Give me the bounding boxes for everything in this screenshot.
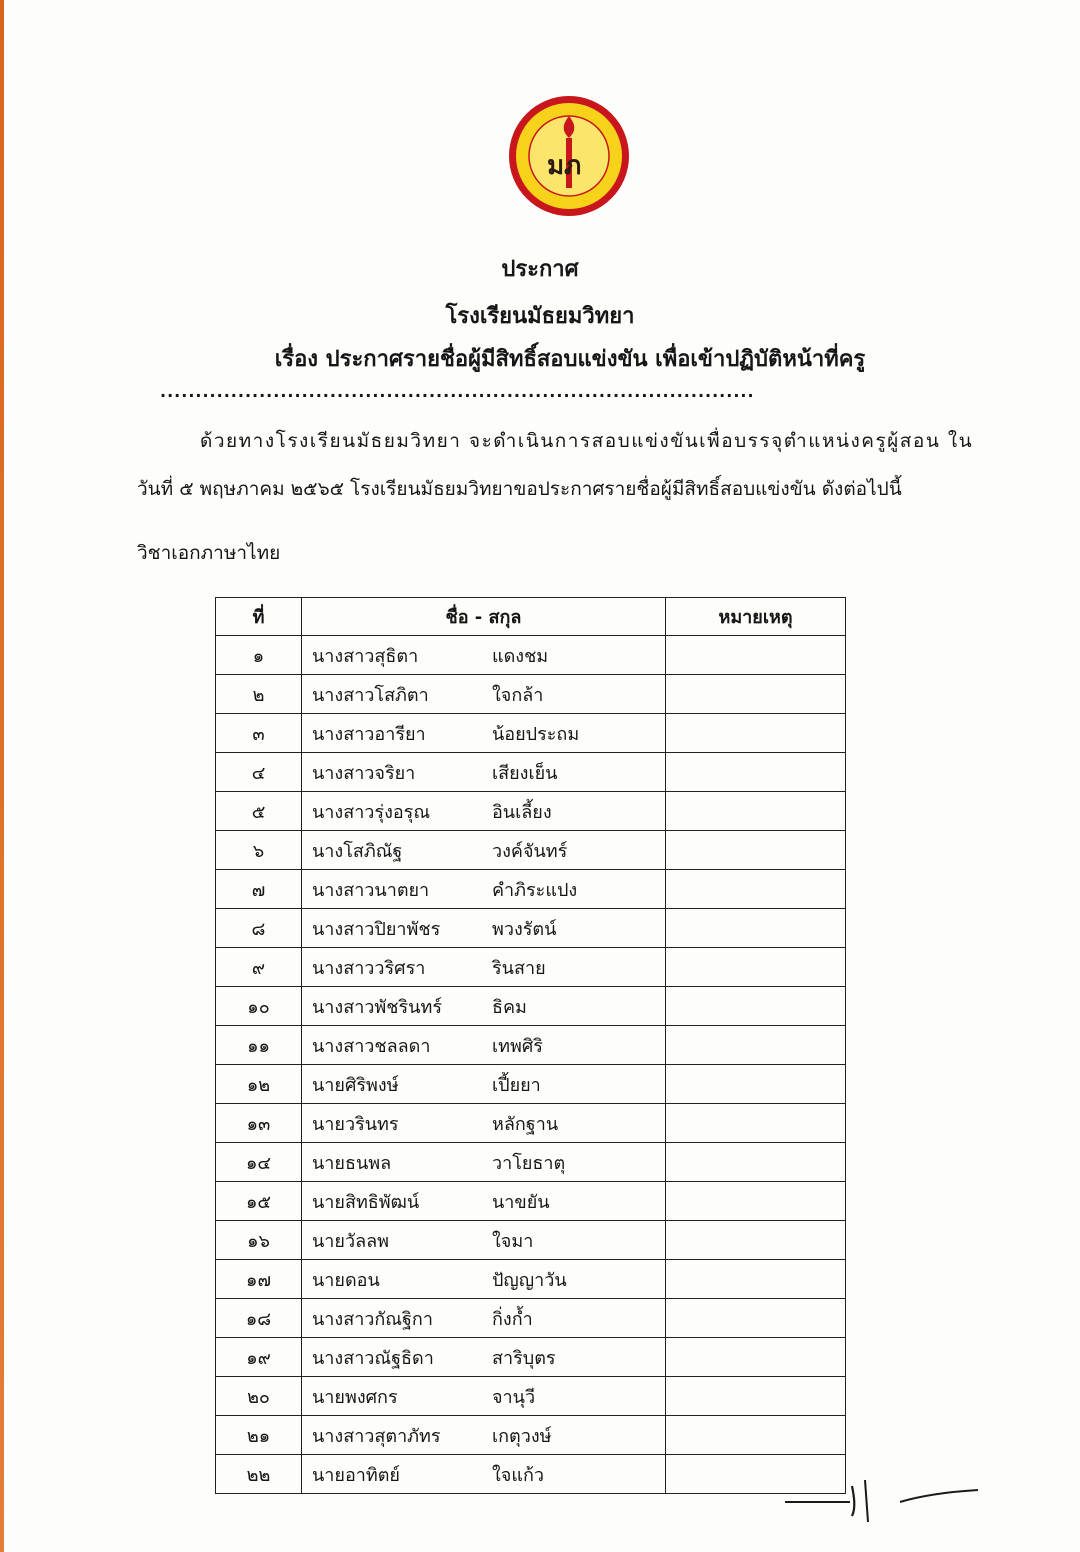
table-row	[216, 792, 846, 831]
section-heading: วิชาเอกภาษาไทย	[137, 542, 281, 564]
row-full-name	[302, 1182, 666, 1221]
row-note	[666, 792, 846, 831]
last-name: เกตุวงษ์	[492, 1425, 552, 1447]
row-number: ๑	[216, 636, 302, 675]
last-name: รินสาย	[492, 957, 546, 979]
row-note	[666, 1143, 846, 1182]
table-row	[216, 636, 846, 675]
table-row	[216, 753, 846, 792]
first-name: นายศิริพงษ์	[312, 1074, 399, 1096]
row-full-name	[302, 636, 666, 675]
row-note	[666, 909, 846, 948]
row-note	[666, 1416, 846, 1455]
dotted-divider: ....................................................................................	[160, 382, 755, 401]
row-full-name	[302, 1260, 666, 1299]
row-number: ๑๕	[216, 1182, 302, 1221]
row-note	[666, 1338, 846, 1377]
table-row	[216, 1143, 846, 1182]
intro-paragraph-line-2: วันที่ ๕ พฤษภาคม ๒๕๖๕ โรงเรียนมัธยมวิทยาขอประกาศรายชื่อผู้มีสิทธิ์สอบแข่งขัน ดังต่อไปนี้	[137, 478, 902, 500]
first-name: นางสาวสุธิตา	[312, 645, 419, 667]
last-name: วาโยธาตุ	[492, 1152, 566, 1174]
row-number: ๑๖	[216, 1221, 302, 1260]
row-number: ๒๑	[216, 1416, 302, 1455]
row-number: ๓	[216, 714, 302, 753]
first-name: นางสาวนาตยา	[312, 879, 430, 901]
row-full-name	[302, 948, 666, 987]
row-number: ๖	[216, 831, 302, 870]
table-row	[216, 1065, 846, 1104]
row-number: ๗	[216, 870, 302, 909]
first-name: นายอาทิตย์	[312, 1464, 400, 1486]
row-note	[666, 1221, 846, 1260]
row-full-name	[302, 1143, 666, 1182]
table-row	[216, 948, 846, 987]
row-full-name	[302, 1299, 666, 1338]
row-full-name	[302, 1455, 666, 1494]
last-name: พวงรัตน์	[492, 918, 557, 940]
row-full-name	[302, 1377, 666, 1416]
first-name: นางสาวโสภิตา	[312, 684, 429, 706]
row-number: ๑๔	[216, 1143, 302, 1182]
last-name: กิ่งก้ำ	[492, 1308, 533, 1330]
logo-emblem	[507, 94, 631, 218]
first-name: นายดอน	[312, 1269, 380, 1291]
row-number: ๘	[216, 909, 302, 948]
table-row	[216, 909, 846, 948]
row-number: ๑๗	[216, 1260, 302, 1299]
row-note	[666, 870, 846, 909]
last-name: ใจมา	[492, 1230, 534, 1252]
row-full-name	[302, 831, 666, 870]
paper-edge	[0, 0, 4, 1552]
first-name: นางสาววริศรา	[312, 957, 426, 979]
last-name: สาริบุตร	[492, 1347, 556, 1369]
first-name: นายวรินทร	[312, 1113, 399, 1135]
first-name: นายสิทธิพัฒน์	[312, 1191, 420, 1213]
row-number: ๙	[216, 948, 302, 987]
intro-paragraph-line-1: ด้วยทางโรงเรียนมัธยมวิทยา จะดำเนินการสอบแข่งขันเพื่อบรรจุตำแหน่งครูผู้สอน ใน	[200, 430, 974, 452]
table-header-row	[216, 598, 846, 636]
table-row	[216, 1377, 846, 1416]
table-row	[216, 1026, 846, 1065]
last-name: วงค์จันทร์	[492, 840, 568, 862]
first-name: นายธนพล	[312, 1152, 392, 1174]
table-row	[216, 1221, 846, 1260]
row-note	[666, 831, 846, 870]
row-note	[666, 753, 846, 792]
announcement-title: ประกาศ	[501, 257, 579, 282]
school-logo	[507, 94, 631, 218]
table-row	[216, 831, 846, 870]
header-number: ที่	[216, 598, 302, 636]
row-note	[666, 675, 846, 714]
row-number: ๒	[216, 675, 302, 714]
row-full-name	[302, 987, 666, 1026]
row-full-name	[302, 792, 666, 831]
first-name: นางโสภิณัฐ	[312, 840, 403, 862]
row-note	[666, 1260, 846, 1299]
row-full-name	[302, 1338, 666, 1377]
row-number: ๒๐	[216, 1377, 302, 1416]
row-number: ๑๐	[216, 987, 302, 1026]
announcement-subject: เรื่อง ประกาศรายชื่อผู้มีสิทธิ์สอบแข่งขัน เพื่อเข้าปฏิบัติหน้าที่ครู	[274, 347, 866, 372]
table-body	[216, 636, 846, 1494]
row-number: ๑๙	[216, 1338, 302, 1377]
last-name: หลักฐาน	[492, 1113, 559, 1135]
table-row	[216, 1299, 846, 1338]
row-full-name	[302, 714, 666, 753]
last-name: ปัญญาวัน	[492, 1269, 567, 1291]
table-row	[216, 1104, 846, 1143]
row-full-name	[302, 1416, 666, 1455]
row-note	[666, 987, 846, 1026]
first-name: นางสาวกัณฐิกา	[312, 1308, 433, 1330]
school-name: โรงเรียนมัธยมวิทยา	[445, 304, 635, 329]
first-name: นางสาวสุตาภัทร	[312, 1425, 441, 1447]
header-note: หมายเหตุ	[666, 598, 846, 636]
table-row	[216, 1455, 846, 1494]
last-name: เสียงเย็น	[492, 762, 558, 784]
handwritten-signature	[780, 1472, 990, 1532]
first-name: นางสาวพัชรินทร์	[312, 996, 442, 1018]
row-full-name	[302, 909, 666, 948]
header-name: ชื่อ - สกุล	[302, 598, 666, 636]
table-row	[216, 1338, 846, 1377]
row-full-name	[302, 675, 666, 714]
last-name: จานุวี	[492, 1386, 536, 1408]
row-note	[666, 636, 846, 675]
table-row	[216, 714, 846, 753]
row-number: ๑๒	[216, 1065, 302, 1104]
row-full-name	[302, 870, 666, 909]
row-note	[666, 1182, 846, 1221]
last-name: เทพศิริ	[492, 1035, 543, 1057]
row-note	[666, 1065, 846, 1104]
last-name: นาขยัน	[492, 1191, 550, 1213]
first-name: นายวัลลพ	[312, 1230, 389, 1252]
table-row	[216, 870, 846, 909]
table-row	[216, 1416, 846, 1455]
row-note	[666, 714, 846, 753]
row-note	[666, 1299, 846, 1338]
logo-monogram: มภ	[547, 151, 582, 181]
last-name: ใจแก้ว	[492, 1464, 544, 1486]
row-full-name	[302, 753, 666, 792]
row-number: ๑๘	[216, 1299, 302, 1338]
row-full-name	[302, 1221, 666, 1260]
last-name: ธิคม	[492, 996, 527, 1018]
row-number: ๑๓	[216, 1104, 302, 1143]
row-full-name	[302, 1065, 666, 1104]
row-note	[666, 1026, 846, 1065]
row-number: ๔	[216, 753, 302, 792]
first-name: นางสาวอารียา	[312, 723, 426, 745]
row-full-name	[302, 1104, 666, 1143]
table-row	[216, 1182, 846, 1221]
row-number: ๑๑	[216, 1026, 302, 1065]
last-name: คำภิระแปง	[492, 879, 578, 901]
table-row	[216, 675, 846, 714]
row-note	[666, 1104, 846, 1143]
last-name: แดงชม	[492, 645, 549, 667]
first-name: นางสาวจริยา	[312, 762, 416, 784]
last-name: ใจกล้า	[492, 684, 544, 706]
row-number: ๕	[216, 792, 302, 831]
first-name: นายพงศกร	[312, 1386, 398, 1408]
first-name: นางสาวชลลดา	[312, 1035, 431, 1057]
row-number: ๒๒	[216, 1455, 302, 1494]
candidate-table	[215, 597, 846, 1494]
table-row	[216, 987, 846, 1026]
first-name: นางสาวปิยาพัชร	[312, 918, 441, 940]
first-name: นางสาวณัฐธิดา	[312, 1347, 434, 1369]
row-note	[666, 948, 846, 987]
last-name: น้อยประถม	[492, 723, 580, 745]
last-name: เปี้ยยา	[492, 1074, 541, 1096]
table-row	[216, 1260, 846, 1299]
last-name: อินเลี้ยง	[492, 801, 552, 823]
row-full-name	[302, 1026, 666, 1065]
row-note	[666, 1377, 846, 1416]
first-name: นางสาวรุ่งอรุณ	[312, 801, 431, 823]
